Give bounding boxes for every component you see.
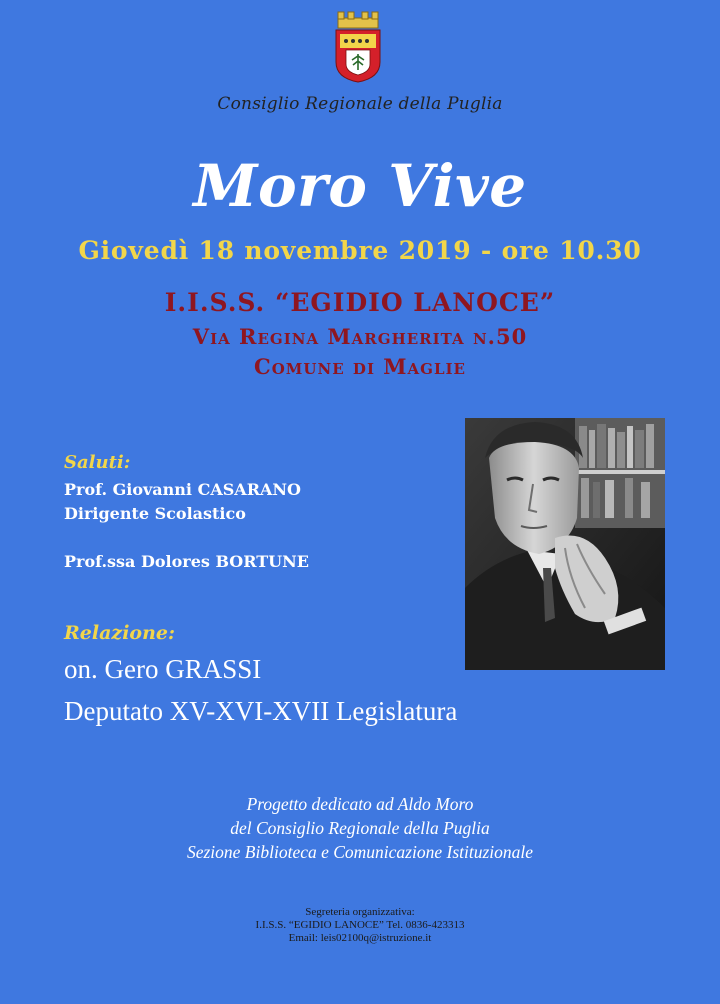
- venue-school: I.I.S.S. “EGIDIO LANOCE”: [164, 288, 556, 317]
- project-line-3: Sezione Biblioteca e Comunicazione Istituzionale: [186, 842, 534, 862]
- saluti-label: Saluti:: [64, 452, 131, 473]
- event-title: Moro Vive: [193, 152, 527, 220]
- council-name: Consiglio Regionale della Puglia: [217, 94, 503, 114]
- coat-of-arms-icon: [330, 8, 386, 84]
- speaker-name: on. Gero GRASSI: [64, 654, 262, 684]
- portrait-photo: [465, 418, 665, 670]
- speaker-role: Deputato XV-XVI-XVII Legislatura: [64, 696, 458, 726]
- secretariat-email: Email: leis02100q@istruzione.it: [288, 932, 432, 944]
- secretariat-line-2: I.I.S.S. “EGIDIO LANOCE” Tel. 0836-423313: [255, 919, 465, 931]
- project-line-1: Progetto dedicato ad Aldo Moro: [246, 794, 474, 814]
- venue-town: Comune di Maglie: [254, 354, 466, 379]
- secretariat-line-1: Segreteria organizzativa:: [305, 906, 415, 918]
- venue-street: Via Regina Margherita n.50: [192, 324, 528, 349]
- greeter-2-name: Prof.ssa Dolores BORTUNE: [64, 552, 309, 571]
- greeter-1-role: Dirigente Scolastico: [64, 504, 246, 523]
- relazione-label: Relazione:: [64, 622, 176, 644]
- greeter-1-name: Prof. Giovanni CASARANO: [64, 480, 301, 499]
- event-date: Giovedì 18 novembre 2019 - ore 10.30: [78, 236, 642, 265]
- project-line-2: del Consiglio Regionale della Puglia: [230, 818, 490, 838]
